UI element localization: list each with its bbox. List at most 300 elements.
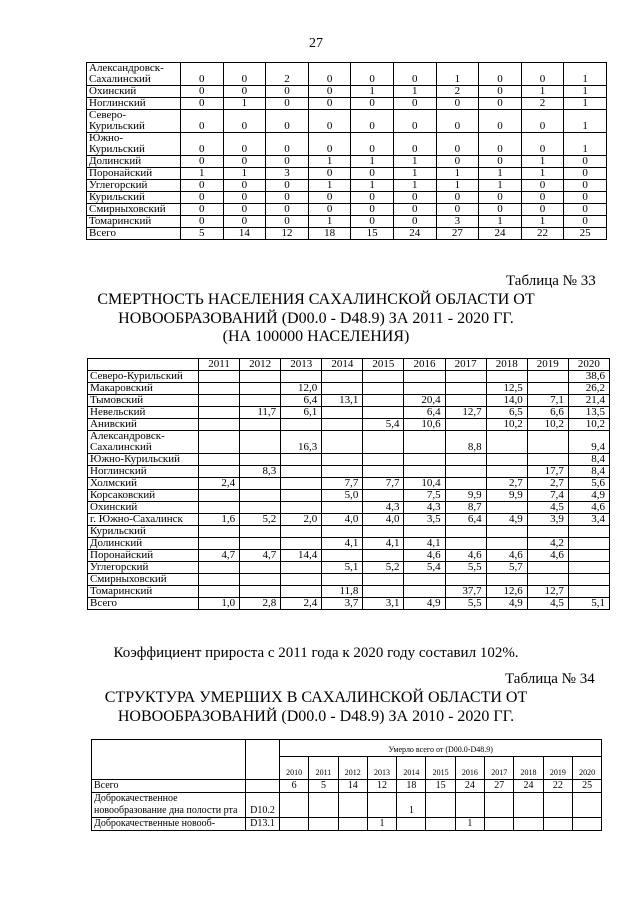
rate-cell bbox=[240, 395, 281, 407]
value-cell: 2 bbox=[266, 63, 309, 86]
rate-cell bbox=[363, 431, 404, 454]
value-cell: 1 bbox=[308, 216, 351, 228]
rate-cell bbox=[240, 526, 281, 538]
count-cell bbox=[309, 793, 338, 818]
rate-cell bbox=[281, 538, 322, 550]
rate-cell bbox=[199, 526, 240, 538]
value-cell: 0 bbox=[436, 98, 479, 110]
rate-cell bbox=[527, 371, 568, 383]
rate-cell: 4,3 bbox=[404, 502, 445, 514]
value-cell: 0 bbox=[223, 86, 266, 98]
table-row bbox=[88, 526, 610, 538]
rate-cell bbox=[527, 383, 568, 395]
district-name-cell: Александровск-Сахалинский bbox=[87, 63, 181, 86]
rate-cell bbox=[199, 574, 240, 586]
diagnosis-name-cell: Доброкачественное новообразование дна полости рта bbox=[92, 793, 246, 818]
rate-cell bbox=[486, 454, 527, 466]
year-header-cell: 2013 bbox=[367, 757, 396, 780]
year-header-cell: 2014 bbox=[322, 359, 363, 371]
table-row bbox=[87, 228, 607, 240]
value-cell: 0 bbox=[564, 192, 607, 204]
table-row bbox=[88, 407, 610, 419]
year-header-cell: 2011 bbox=[199, 359, 240, 371]
district-name-cell: Томаринский bbox=[87, 216, 181, 228]
rate-cell bbox=[363, 383, 404, 395]
rate-cell bbox=[240, 478, 281, 490]
growth-coefficient-text: Коэффициент прироста с 2011 года к 2020 году составил 102%. bbox=[113, 645, 519, 661]
rate-cell: 8,4 bbox=[568, 454, 609, 466]
year-header-cell: 2011 bbox=[309, 757, 338, 780]
value-cell: 0 bbox=[181, 156, 224, 168]
value-cell: 1 bbox=[308, 156, 351, 168]
table-34-title-line1: СТРУКТУРА УМЕРШИХ В САХАЛИНСКОЙ ОБЛАСТИ ОТ bbox=[104, 689, 528, 706]
rate-cell bbox=[322, 502, 363, 514]
rate-cell: 4,3 bbox=[363, 502, 404, 514]
rate-cell: 3,7 bbox=[322, 598, 363, 610]
value-cell: 0 bbox=[393, 216, 436, 228]
table-row bbox=[88, 538, 610, 550]
header-blank-cell bbox=[88, 359, 199, 371]
value-cell: 0 bbox=[564, 216, 607, 228]
value-cell: 0 bbox=[308, 98, 351, 110]
rate-cell bbox=[322, 526, 363, 538]
continued-deaths-table bbox=[86, 62, 607, 240]
rate-cell bbox=[363, 490, 404, 502]
rate-cell: 5,0 bbox=[322, 490, 363, 502]
count-cell bbox=[485, 818, 514, 831]
rate-cell bbox=[445, 371, 486, 383]
value-cell: 0 bbox=[479, 110, 522, 133]
value-cell: 1 bbox=[223, 98, 266, 110]
rate-cell: 10,2 bbox=[486, 419, 527, 431]
value-cell: 0 bbox=[564, 204, 607, 216]
rate-cell: 12,7 bbox=[527, 586, 568, 598]
rate-cell: 2,7 bbox=[527, 478, 568, 490]
rate-cell bbox=[199, 407, 240, 419]
rate-cell bbox=[363, 407, 404, 419]
rate-cell bbox=[322, 574, 363, 586]
rate-cell bbox=[404, 466, 445, 478]
rate-cell: 8,4 bbox=[568, 466, 609, 478]
rate-cell: 6,5 bbox=[486, 407, 527, 419]
value-cell: 0 bbox=[521, 192, 564, 204]
table-row bbox=[88, 371, 610, 383]
year-header-cell: 2019 bbox=[543, 757, 572, 780]
count-cell: 5 bbox=[309, 780, 338, 793]
table-row bbox=[88, 586, 610, 598]
rate-cell: 11,8 bbox=[322, 586, 363, 598]
rate-cell: 7,1 bbox=[527, 395, 568, 407]
rate-cell: 1,6 bbox=[199, 514, 240, 526]
value-cell: 1 bbox=[393, 86, 436, 98]
rate-cell: 4,0 bbox=[363, 514, 404, 526]
value-cell: 1 bbox=[564, 110, 607, 133]
rate-cell: 3,4 bbox=[568, 514, 609, 526]
rate-cell: 6,4 bbox=[281, 395, 322, 407]
deaths-structure-table bbox=[91, 739, 602, 831]
rate-cell bbox=[445, 538, 486, 550]
table-row bbox=[92, 793, 602, 818]
rate-cell bbox=[445, 526, 486, 538]
table-33-title-line2: НОВООБРАЗОВАНИЙ (D00.0 - D48.9) ЗА 2011 - 2020 ГГ. bbox=[118, 310, 514, 327]
rate-cell bbox=[486, 538, 527, 550]
district-name-cell: Анивский bbox=[88, 419, 199, 431]
rate-cell: 7,7 bbox=[322, 478, 363, 490]
page-number: 27 bbox=[309, 36, 323, 51]
value-cell: 0 bbox=[308, 192, 351, 204]
rate-cell bbox=[363, 395, 404, 407]
value-cell: 0 bbox=[479, 156, 522, 168]
year-header-cell: 2016 bbox=[404, 359, 445, 371]
rate-cell bbox=[404, 371, 445, 383]
rate-cell bbox=[199, 454, 240, 466]
count-cell bbox=[338, 793, 367, 818]
table-row bbox=[88, 598, 610, 610]
value-cell: 1 bbox=[393, 180, 436, 192]
icd-code-cell: D10.2 bbox=[246, 793, 280, 818]
count-cell bbox=[485, 793, 514, 818]
table-row bbox=[88, 454, 610, 466]
table-row bbox=[88, 466, 610, 478]
count-cell: 14 bbox=[338, 780, 367, 793]
rate-cell: 13,1 bbox=[322, 395, 363, 407]
rate-cell bbox=[568, 574, 609, 586]
table-row bbox=[88, 502, 610, 514]
table-row bbox=[87, 98, 607, 110]
value-cell: 0 bbox=[436, 110, 479, 133]
table-row bbox=[88, 419, 610, 431]
rate-cell: 4,1 bbox=[322, 538, 363, 550]
rate-cell bbox=[322, 419, 363, 431]
rate-cell: 7,4 bbox=[527, 490, 568, 502]
district-name-cell: Ноглинский bbox=[88, 466, 199, 478]
rate-cell: 5,1 bbox=[568, 598, 609, 610]
rate-cell bbox=[404, 574, 445, 586]
year-header-cell: 2017 bbox=[485, 757, 514, 780]
district-name-cell: Поронайский bbox=[87, 168, 181, 180]
rate-cell bbox=[527, 431, 568, 454]
table-row bbox=[87, 204, 607, 216]
rate-cell bbox=[568, 562, 609, 574]
count-cell bbox=[514, 818, 543, 831]
value-cell: 14 bbox=[223, 228, 266, 240]
rate-cell: 4,5 bbox=[527, 598, 568, 610]
value-cell: 1 bbox=[436, 180, 479, 192]
district-name-cell: Углегорский bbox=[88, 562, 199, 574]
year-header-cell: 2012 bbox=[240, 359, 281, 371]
value-cell: 0 bbox=[479, 133, 522, 156]
rate-cell bbox=[199, 502, 240, 514]
year-header-cell: 2015 bbox=[363, 359, 404, 371]
mortality-rate-table bbox=[87, 358, 610, 610]
rate-cell bbox=[404, 431, 445, 454]
count-cell bbox=[455, 793, 484, 818]
value-cell: 0 bbox=[479, 98, 522, 110]
rate-cell: 26,2 bbox=[568, 383, 609, 395]
year-header-cell: 2015 bbox=[426, 757, 455, 780]
rate-cell: 6,4 bbox=[404, 407, 445, 419]
rate-cell bbox=[240, 371, 281, 383]
count-cell bbox=[367, 793, 396, 818]
diagnosis-name-cell: Всего bbox=[92, 780, 246, 793]
rate-cell: 4,7 bbox=[199, 550, 240, 562]
rate-cell: 9,9 bbox=[486, 490, 527, 502]
rate-cell: 37,7 bbox=[445, 586, 486, 598]
value-cell: 1 bbox=[393, 168, 436, 180]
rate-cell: 6,6 bbox=[527, 407, 568, 419]
value-cell: 1 bbox=[479, 180, 522, 192]
value-cell: 1 bbox=[521, 168, 564, 180]
rate-cell: 21,4 bbox=[568, 395, 609, 407]
value-cell: 0 bbox=[564, 168, 607, 180]
rate-cell: 5,5 bbox=[445, 562, 486, 574]
rate-cell bbox=[486, 526, 527, 538]
rate-cell bbox=[281, 419, 322, 431]
year-header-cell: 2012 bbox=[338, 757, 367, 780]
value-cell: 0 bbox=[223, 192, 266, 204]
value-cell: 0 bbox=[266, 98, 309, 110]
rate-cell bbox=[281, 371, 322, 383]
table-row bbox=[88, 395, 610, 407]
rate-cell bbox=[363, 466, 404, 478]
count-cell bbox=[426, 793, 455, 818]
rate-cell: 9,4 bbox=[568, 431, 609, 454]
rate-cell bbox=[322, 383, 363, 395]
count-cell bbox=[572, 793, 601, 818]
district-name-cell: Ноглинский bbox=[87, 98, 181, 110]
rate-cell bbox=[322, 550, 363, 562]
rate-cell bbox=[363, 586, 404, 598]
value-cell: 0 bbox=[266, 204, 309, 216]
count-cell: 22 bbox=[543, 780, 572, 793]
rate-cell: 4,6 bbox=[486, 550, 527, 562]
year-header-cell: 2019 bbox=[527, 359, 568, 371]
year-header-cell: 2014 bbox=[397, 757, 426, 780]
rate-cell: 12,5 bbox=[486, 383, 527, 395]
table-row bbox=[88, 550, 610, 562]
rate-cell: 3,9 bbox=[527, 514, 568, 526]
value-cell: 0 bbox=[479, 192, 522, 204]
district-name-cell: Углегорский bbox=[87, 180, 181, 192]
rate-cell: 3,1 bbox=[363, 598, 404, 610]
rate-cell: 4,2 bbox=[527, 538, 568, 550]
rate-cell bbox=[199, 562, 240, 574]
rate-cell: 8,7 bbox=[445, 502, 486, 514]
district-name-cell: Курильский bbox=[88, 526, 199, 538]
table-33-title-line1: СМЕРТНОСТЬ НАСЕЛЕНИЯ САХАЛИНСКОЙ ОБЛАСТИ ОТ bbox=[97, 291, 535, 308]
rate-cell: 4,5 bbox=[527, 502, 568, 514]
value-cell: 0 bbox=[564, 180, 607, 192]
rate-cell bbox=[568, 550, 609, 562]
value-cell: 5 bbox=[181, 228, 224, 240]
value-cell: 0 bbox=[351, 98, 394, 110]
rate-cell: 7,5 bbox=[404, 490, 445, 502]
rate-cell bbox=[199, 383, 240, 395]
value-cell: 1 bbox=[436, 168, 479, 180]
district-name-cell: Томаринский bbox=[88, 586, 199, 598]
value-cell: 0 bbox=[266, 216, 309, 228]
rate-cell: 12,6 bbox=[486, 586, 527, 598]
count-cell bbox=[514, 793, 543, 818]
value-cell: 0 bbox=[393, 98, 436, 110]
rate-cell: 4,6 bbox=[527, 550, 568, 562]
year-header-cell: 2018 bbox=[486, 359, 527, 371]
diagnosis-name-cell: Доброкачественные новооб- bbox=[92, 818, 246, 831]
value-cell: 0 bbox=[181, 110, 224, 133]
rate-cell: 5,5 bbox=[445, 598, 486, 610]
rate-cell: 17,7 bbox=[527, 466, 568, 478]
value-cell: 0 bbox=[223, 180, 266, 192]
value-cell: 0 bbox=[393, 110, 436, 133]
rate-cell: 2,8 bbox=[240, 598, 281, 610]
value-cell: 15 bbox=[351, 228, 394, 240]
rate-cell bbox=[486, 502, 527, 514]
district-name-cell: Корсаковский bbox=[88, 490, 199, 502]
year-header-cell: 2010 bbox=[280, 757, 309, 780]
count-cell bbox=[280, 793, 309, 818]
table-row bbox=[87, 180, 607, 192]
rate-cell bbox=[199, 419, 240, 431]
rate-cell bbox=[322, 407, 363, 419]
count-cell bbox=[397, 818, 426, 831]
value-cell: 1 bbox=[351, 86, 394, 98]
rate-cell: 4,6 bbox=[568, 502, 609, 514]
rate-cell: 4,9 bbox=[404, 598, 445, 610]
value-cell: 0 bbox=[223, 133, 266, 156]
value-cell: 0 bbox=[308, 63, 351, 86]
rate-cell bbox=[240, 562, 281, 574]
rate-cell bbox=[240, 574, 281, 586]
rate-cell bbox=[363, 526, 404, 538]
value-cell: 0 bbox=[521, 110, 564, 133]
value-cell: 0 bbox=[521, 133, 564, 156]
value-cell: 0 bbox=[436, 156, 479, 168]
rate-cell: 6,1 bbox=[281, 407, 322, 419]
district-name-cell: Северо-Курильский bbox=[88, 371, 199, 383]
rate-cell: 4,9 bbox=[568, 490, 609, 502]
value-cell: 1 bbox=[521, 156, 564, 168]
table-row bbox=[87, 110, 607, 133]
value-cell: 0 bbox=[351, 204, 394, 216]
count-cell: 6 bbox=[280, 780, 309, 793]
value-cell: 0 bbox=[266, 110, 309, 133]
rate-cell bbox=[486, 574, 527, 586]
district-name-cell: Макаровский bbox=[88, 383, 199, 395]
value-cell: 0 bbox=[351, 133, 394, 156]
year-header-cell: 2018 bbox=[514, 757, 543, 780]
rate-cell bbox=[240, 431, 281, 454]
rate-cell: 10,2 bbox=[527, 419, 568, 431]
count-cell bbox=[309, 818, 338, 831]
year-header-cell: 2016 bbox=[455, 757, 484, 780]
year-header-cell: 2013 bbox=[281, 359, 322, 371]
rate-cell: 5,4 bbox=[404, 562, 445, 574]
value-cell: 0 bbox=[308, 168, 351, 180]
rate-cell bbox=[527, 574, 568, 586]
rate-cell bbox=[322, 454, 363, 466]
value-cell: 0 bbox=[393, 192, 436, 204]
value-cell: 0 bbox=[181, 133, 224, 156]
icd-code-cell: D13.1 bbox=[246, 818, 280, 831]
value-cell: 0 bbox=[393, 63, 436, 86]
value-cell: 27 bbox=[436, 228, 479, 240]
value-cell: 3 bbox=[266, 168, 309, 180]
value-cell: 0 bbox=[393, 204, 436, 216]
value-cell: 0 bbox=[308, 86, 351, 98]
value-cell: 1 bbox=[564, 98, 607, 110]
rate-cell bbox=[281, 586, 322, 598]
icd-code-cell bbox=[246, 780, 280, 793]
rate-cell: 3,5 bbox=[404, 514, 445, 526]
table-33-caption: Таблица № 33 bbox=[506, 273, 596, 289]
count-cell: 24 bbox=[514, 780, 543, 793]
rate-cell bbox=[199, 490, 240, 502]
value-cell: 0 bbox=[223, 63, 266, 86]
rate-cell: 20,4 bbox=[404, 395, 445, 407]
value-cell: 0 bbox=[308, 204, 351, 216]
rate-cell bbox=[281, 526, 322, 538]
count-cell: 1 bbox=[455, 818, 484, 831]
value-cell: 12 bbox=[266, 228, 309, 240]
value-cell: 0 bbox=[181, 63, 224, 86]
value-cell: 0 bbox=[266, 156, 309, 168]
rate-cell bbox=[486, 466, 527, 478]
value-cell: 0 bbox=[521, 180, 564, 192]
rate-cell bbox=[322, 466, 363, 478]
table-row bbox=[88, 383, 610, 395]
value-cell: 24 bbox=[393, 228, 436, 240]
rate-cell: 4,6 bbox=[404, 550, 445, 562]
rate-cell bbox=[445, 574, 486, 586]
year-header-cell: 2017 bbox=[445, 359, 486, 371]
value-cell: 0 bbox=[479, 204, 522, 216]
rate-cell bbox=[527, 526, 568, 538]
rate-cell bbox=[445, 478, 486, 490]
count-cell bbox=[338, 818, 367, 831]
table-34-caption: Таблица № 34 bbox=[505, 671, 595, 687]
rate-cell bbox=[199, 431, 240, 454]
table-row bbox=[87, 192, 607, 204]
rate-cell: 8,3 bbox=[240, 466, 281, 478]
district-name-cell: Всего bbox=[88, 598, 199, 610]
rate-cell: 5,4 bbox=[363, 419, 404, 431]
value-cell: 22 bbox=[521, 228, 564, 240]
table-row bbox=[88, 478, 610, 490]
rate-cell bbox=[404, 383, 445, 395]
value-cell: 0 bbox=[266, 86, 309, 98]
value-cell: 0 bbox=[351, 168, 394, 180]
rate-cell bbox=[527, 454, 568, 466]
rate-cell bbox=[240, 490, 281, 502]
rate-cell: 13,5 bbox=[568, 407, 609, 419]
value-cell: 1 bbox=[479, 216, 522, 228]
rate-cell bbox=[568, 586, 609, 598]
value-cell: 0 bbox=[351, 63, 394, 86]
value-cell: 0 bbox=[521, 204, 564, 216]
rate-cell bbox=[240, 538, 281, 550]
rate-cell bbox=[199, 395, 240, 407]
rate-cell bbox=[445, 395, 486, 407]
value-cell: 0 bbox=[181, 204, 224, 216]
district-name-cell: Долинский bbox=[87, 156, 181, 168]
rate-cell: 8,8 bbox=[445, 431, 486, 454]
count-cell: 12 bbox=[367, 780, 396, 793]
value-cell: 1 bbox=[521, 216, 564, 228]
value-cell: 0 bbox=[308, 110, 351, 133]
rate-cell: 11,7 bbox=[240, 407, 281, 419]
district-name-cell: Невельский bbox=[88, 407, 199, 419]
rate-cell bbox=[322, 371, 363, 383]
